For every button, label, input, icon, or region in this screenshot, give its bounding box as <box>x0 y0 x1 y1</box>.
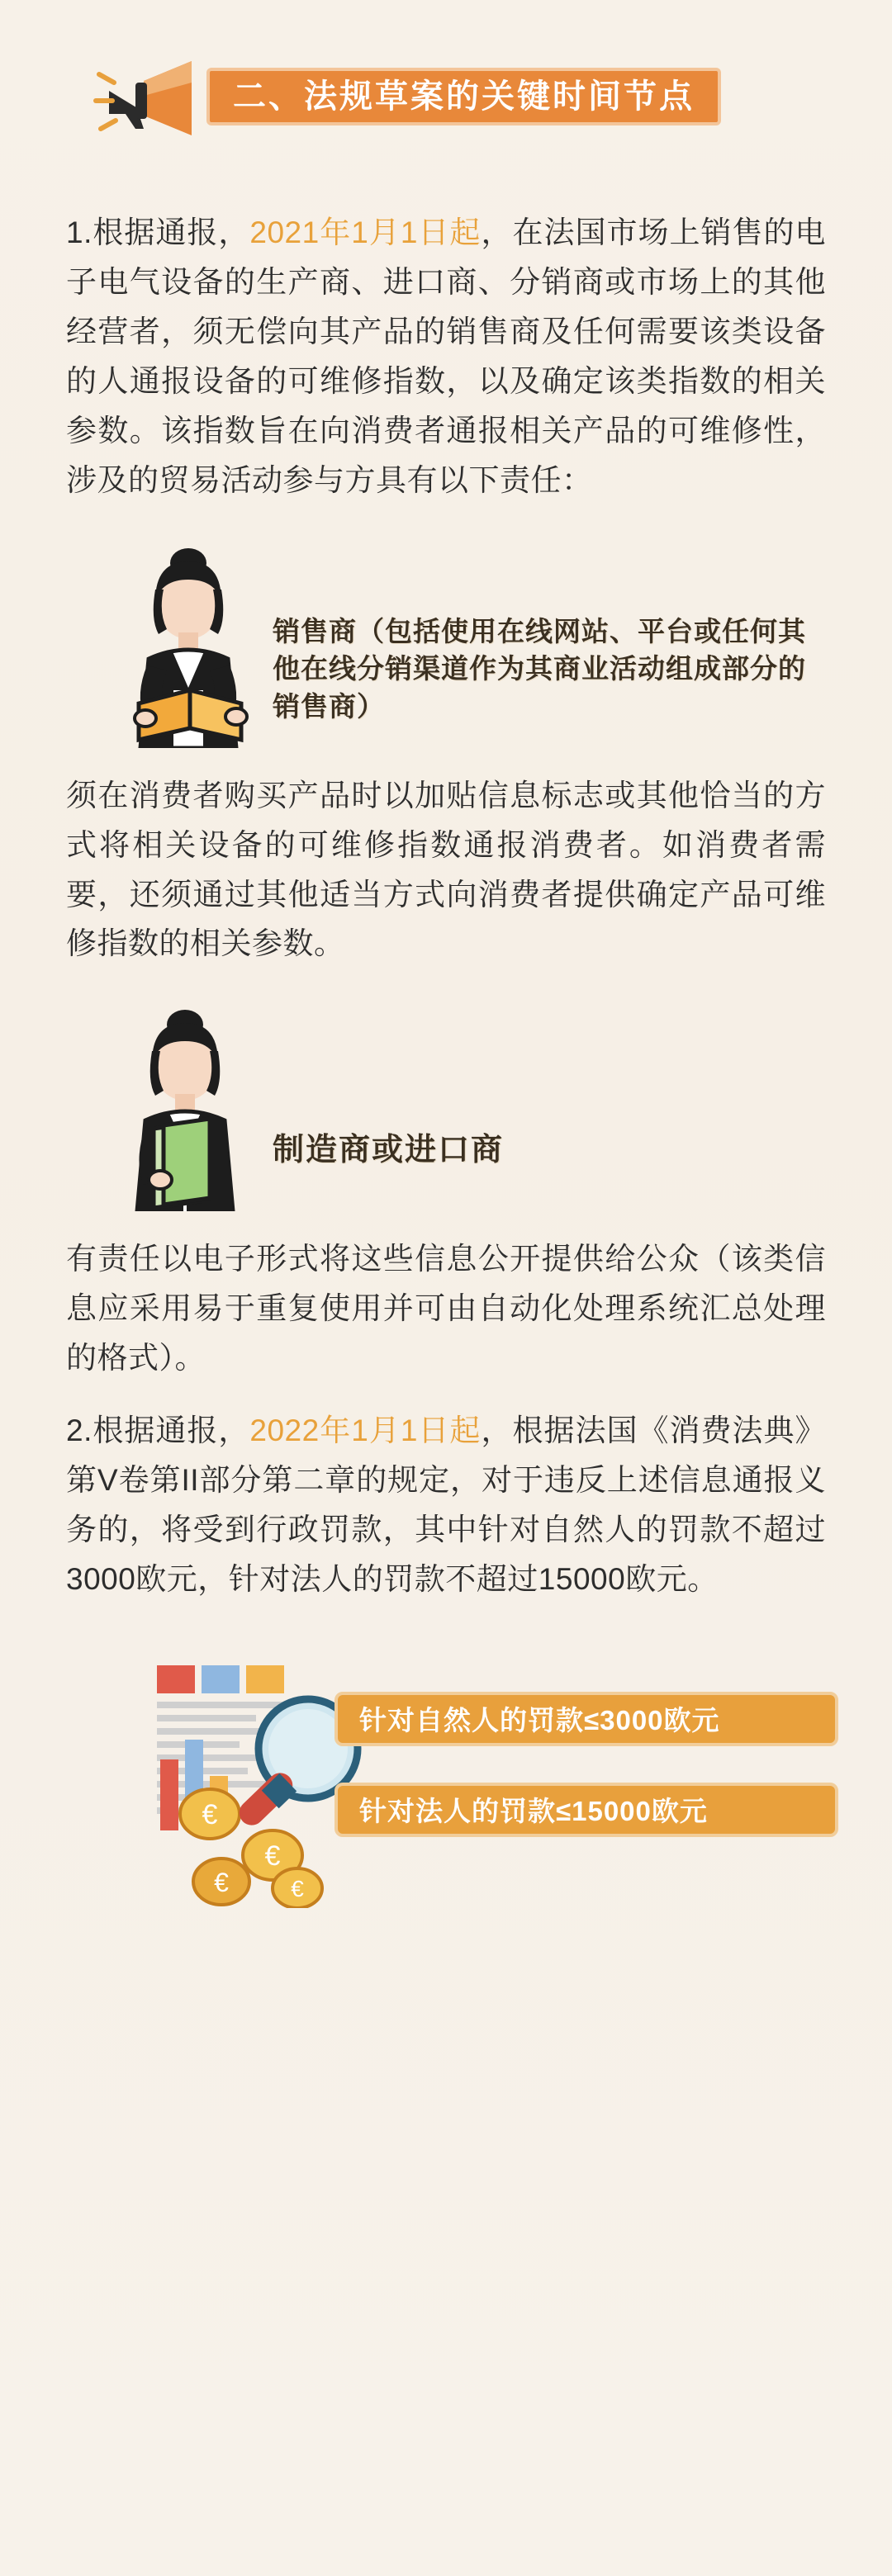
figure-seller <box>66 542 826 748</box>
header <box>0 38 892 162</box>
svg-text:€: € <box>214 1867 229 1897</box>
megaphone-icon <box>93 50 200 149</box>
penalty-graphic <box>41 1644 851 1916</box>
paragraph-1-date-highlight: 2021年1月1日起 <box>249 215 482 249</box>
figure-manufacturer-label-wrap <box>273 1005 826 1172</box>
penalty-pill-natural-person <box>334 1692 838 1746</box>
paragraph-2: 须在消费者购买产品时以加贴信息标志或其他恰当的方式将相关设备的可维修指数通报消费者。如消费者需要，还须通过其他适当方式向消费者提供确定产品可维修指数的相关参数。 <box>66 778 826 961</box>
svg-text:€: € <box>291 1875 304 1901</box>
svg-text:€: € <box>202 1798 218 1830</box>
penalty-pill-legal-person-label: 针对法人的罚款≤15000欧元 <box>359 1796 708 1827</box>
paragraph-4-part-a: 2.根据通报， <box>66 1413 250 1448</box>
paragraph-1 <box>66 208 826 505</box>
figure-seller-label-wrap <box>273 542 826 726</box>
paragraph-4-date-highlight: 2022年1月1日起 <box>249 1413 482 1448</box>
section-title: 二、法规草案的关键时间节点 <box>233 78 695 115</box>
figure-manufacturer <box>66 1005 826 1211</box>
paragraph-3: 有责任以电子形式将这些信息公开提供给公众（该类信息应采用易于重复使用并可由自动化处理系统汇总处理的格式）。 <box>66 1242 826 1376</box>
woman-with-folder-icon <box>99 1005 289 1211</box>
paragraph-1-part-b: ，在法国市场上销售的电子电气设备的生产商、进口商、分销商或市场上的其他经营者，须无偿向其产品的销售商及任何需要该类设备的人通报设备的可维修指数，以及确定该类指数的相关参数。该指数旨在向消费者通报相关产品的可维修性，涉及的贸易活动参与方具有以下责任： <box>66 215 827 497</box>
penalty-pill-natural-person-label: 针对自然人的罚款≤3000欧元 <box>359 1705 720 1736</box>
paragraph-4-part-b: ，根据法国《消费法典》第V卷第II部分第二章的规定，对于违反上述信息通报义务的，将受到行政罚款，其中针对自然人的罚款不超过3000欧元，针对法人的罚款不超过15000欧元。 <box>66 1413 827 1596</box>
penalty-pill-legal-person <box>334 1783 838 1837</box>
figure-seller-label: 销售商（包括使用在线网站、平台或任何其他在线分销渠道作为其商业活动组成部分的销售商） <box>273 615 806 722</box>
paragraph-1-part-a: 1.根据通报， <box>66 215 250 249</box>
svg-text:€: € <box>264 1840 281 1872</box>
section-title-banner <box>206 68 721 125</box>
paragraph-4 <box>66 1406 826 1604</box>
woman-with-open-book-icon <box>99 542 289 748</box>
figure-manufacturer-label: 制造商或进口商 <box>273 1133 505 1168</box>
content <box>66 208 826 1604</box>
